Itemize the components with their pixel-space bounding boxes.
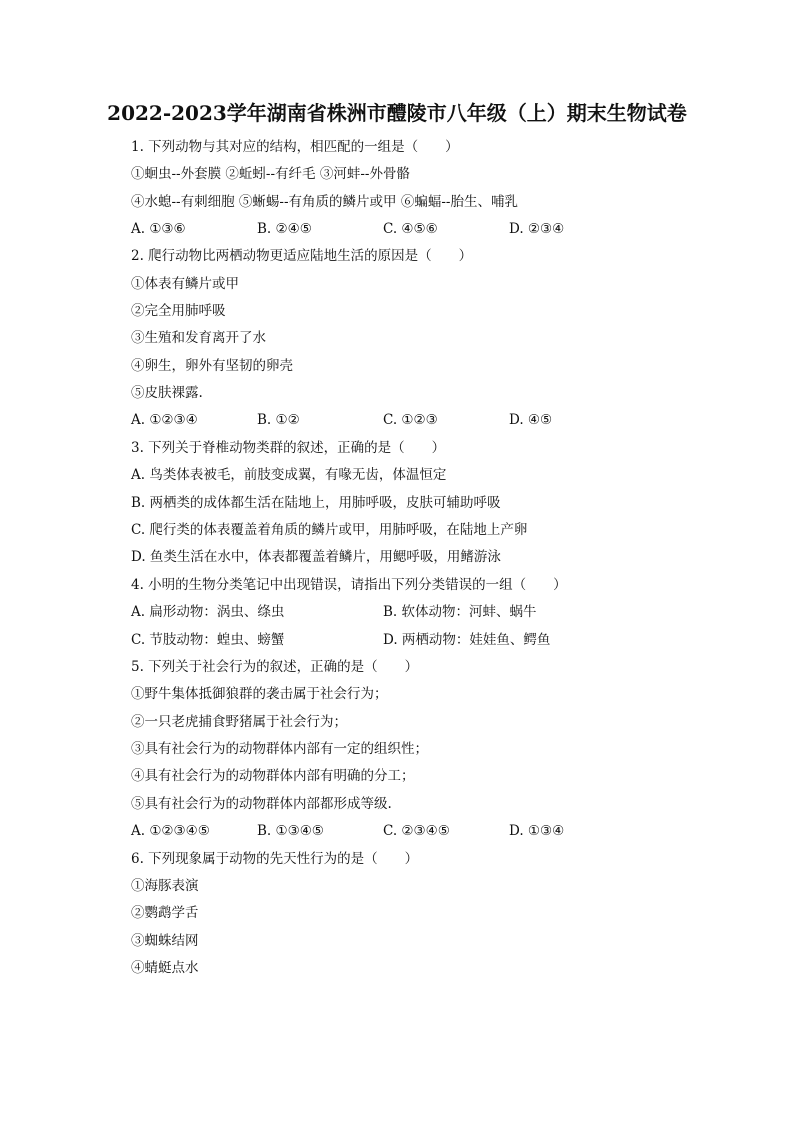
question-5-option-d: D. ①③④ [509, 823, 565, 839]
question-5-line-5: ⑤具有社会行为的动物群体内部都形成等级. [131, 796, 392, 812]
question-3-option-c: C. 爬行类的体表覆盖着角质的鳞片或甲，用肺呼吸，在陆地上产卵 [131, 522, 528, 538]
question-2-option-c: C. ①②③ [383, 412, 438, 428]
question-1-line-2: ④水螅--有刺细胞 ⑤蜥蜴--有角质的鳞片或甲 ⑥蝙蝠--胎生、哺乳 [131, 194, 518, 210]
question-5-stem: 5. 下列关于社会行为的叙述，正确的是（ ） [131, 659, 419, 675]
question-4-option-c: C. 节肢动物：蝗虫、螃蟹 [131, 632, 285, 648]
question-6-line-4: ④蜻蜓点水 [131, 960, 199, 976]
question-2-line-1: ①体表有鳞片或甲 [131, 276, 239, 292]
question-1-option-b: B. ②④⑤ [257, 221, 312, 237]
question-6-line-1: ①海豚表演 [131, 878, 199, 894]
question-4-stem: 4. 小明的生物分类笔记中出现错误，请指出下列分类错误的一组（ ） [131, 577, 567, 593]
question-5-option-a: A. ①②③④⑤ [131, 823, 210, 839]
question-1-stem: 1. 下列动物与其对应的结构，相匹配的一组是（ ） [131, 139, 459, 155]
question-3-option-a: A. 鸟类体表被毛，前肢变成翼，有喙无齿，体温恒定 [131, 467, 447, 483]
question-2-option-d: D. ④⑤ [509, 412, 553, 428]
question-1-line-1: ①蛔虫--外套膜 ②蚯蚓--有纤毛 ③河蚌--外骨骼 [131, 166, 410, 182]
question-5-line-3: ③具有社会行为的动物群体内部有一定的组织性； [131, 741, 428, 757]
page-title: 2022-2023学年湖南省株洲市醴陵市八年级（上）期末生物试卷 [107, 101, 687, 125]
question-6-line-3: ③蜘蛛结网 [131, 933, 199, 949]
question-1-option-a: A. ①③⑥ [131, 221, 186, 237]
question-2-stem: 2. 爬行动物比两栖动物更适应陆地生活的原因是（ ） [131, 248, 473, 264]
question-6-line-2: ②鹦鹉学舌 [131, 905, 199, 921]
question-2-line-2: ②完全用肺呼吸 [131, 303, 226, 319]
question-3-option-b: B. 两栖类的成体都生活在陆地上，用肺呼吸，皮肤可辅助呼吸 [131, 495, 501, 511]
question-2-line-4: ④卵生，卵外有坚韧的卵壳 [131, 358, 293, 374]
question-2-option-a: A. ①②③④ [131, 412, 198, 428]
question-5-line-2: ②一只老虎捕食野猪属于社会行为； [131, 714, 347, 730]
question-4-option-d: D. 两栖动物：娃娃鱼、鳄鱼 [383, 632, 551, 648]
question-5-option-c: C. ②③④⑤ [383, 823, 450, 839]
question-2-line-3: ③生殖和发育离开了水 [131, 330, 266, 346]
question-3-option-d: D. 鱼类生活在水中，体表都覆盖着鳞片，用鳃呼吸，用鳍游泳 [131, 549, 501, 565]
question-4-option-a: A. 扁形动物：涡虫、绦虫 [131, 604, 285, 620]
question-5-line-1: ①野牛集体抵御狼群的袭击属于社会行为； [131, 686, 388, 702]
question-4-option-b: B. 软体动物：河蚌、蜗牛 [383, 604, 537, 620]
question-1-option-d: D. ②③④ [509, 221, 565, 237]
question-5-option-b: B. ①③④⑤ [257, 823, 324, 839]
question-5-line-4: ④具有社会行为的动物群体内部有明确的分工； [131, 768, 415, 784]
question-3-stem: 3. 下列关于脊椎动物类群的叙述，正确的是（ ） [131, 440, 446, 456]
question-2-option-b: B. ①② [257, 412, 300, 428]
question-2-line-5: ⑤皮肤裸露. [131, 385, 203, 401]
question-6-stem: 6. 下列现象属于动物的先天性行为的是（ ） [131, 851, 419, 867]
question-1-option-c: C. ④⑤⑥ [383, 221, 438, 237]
